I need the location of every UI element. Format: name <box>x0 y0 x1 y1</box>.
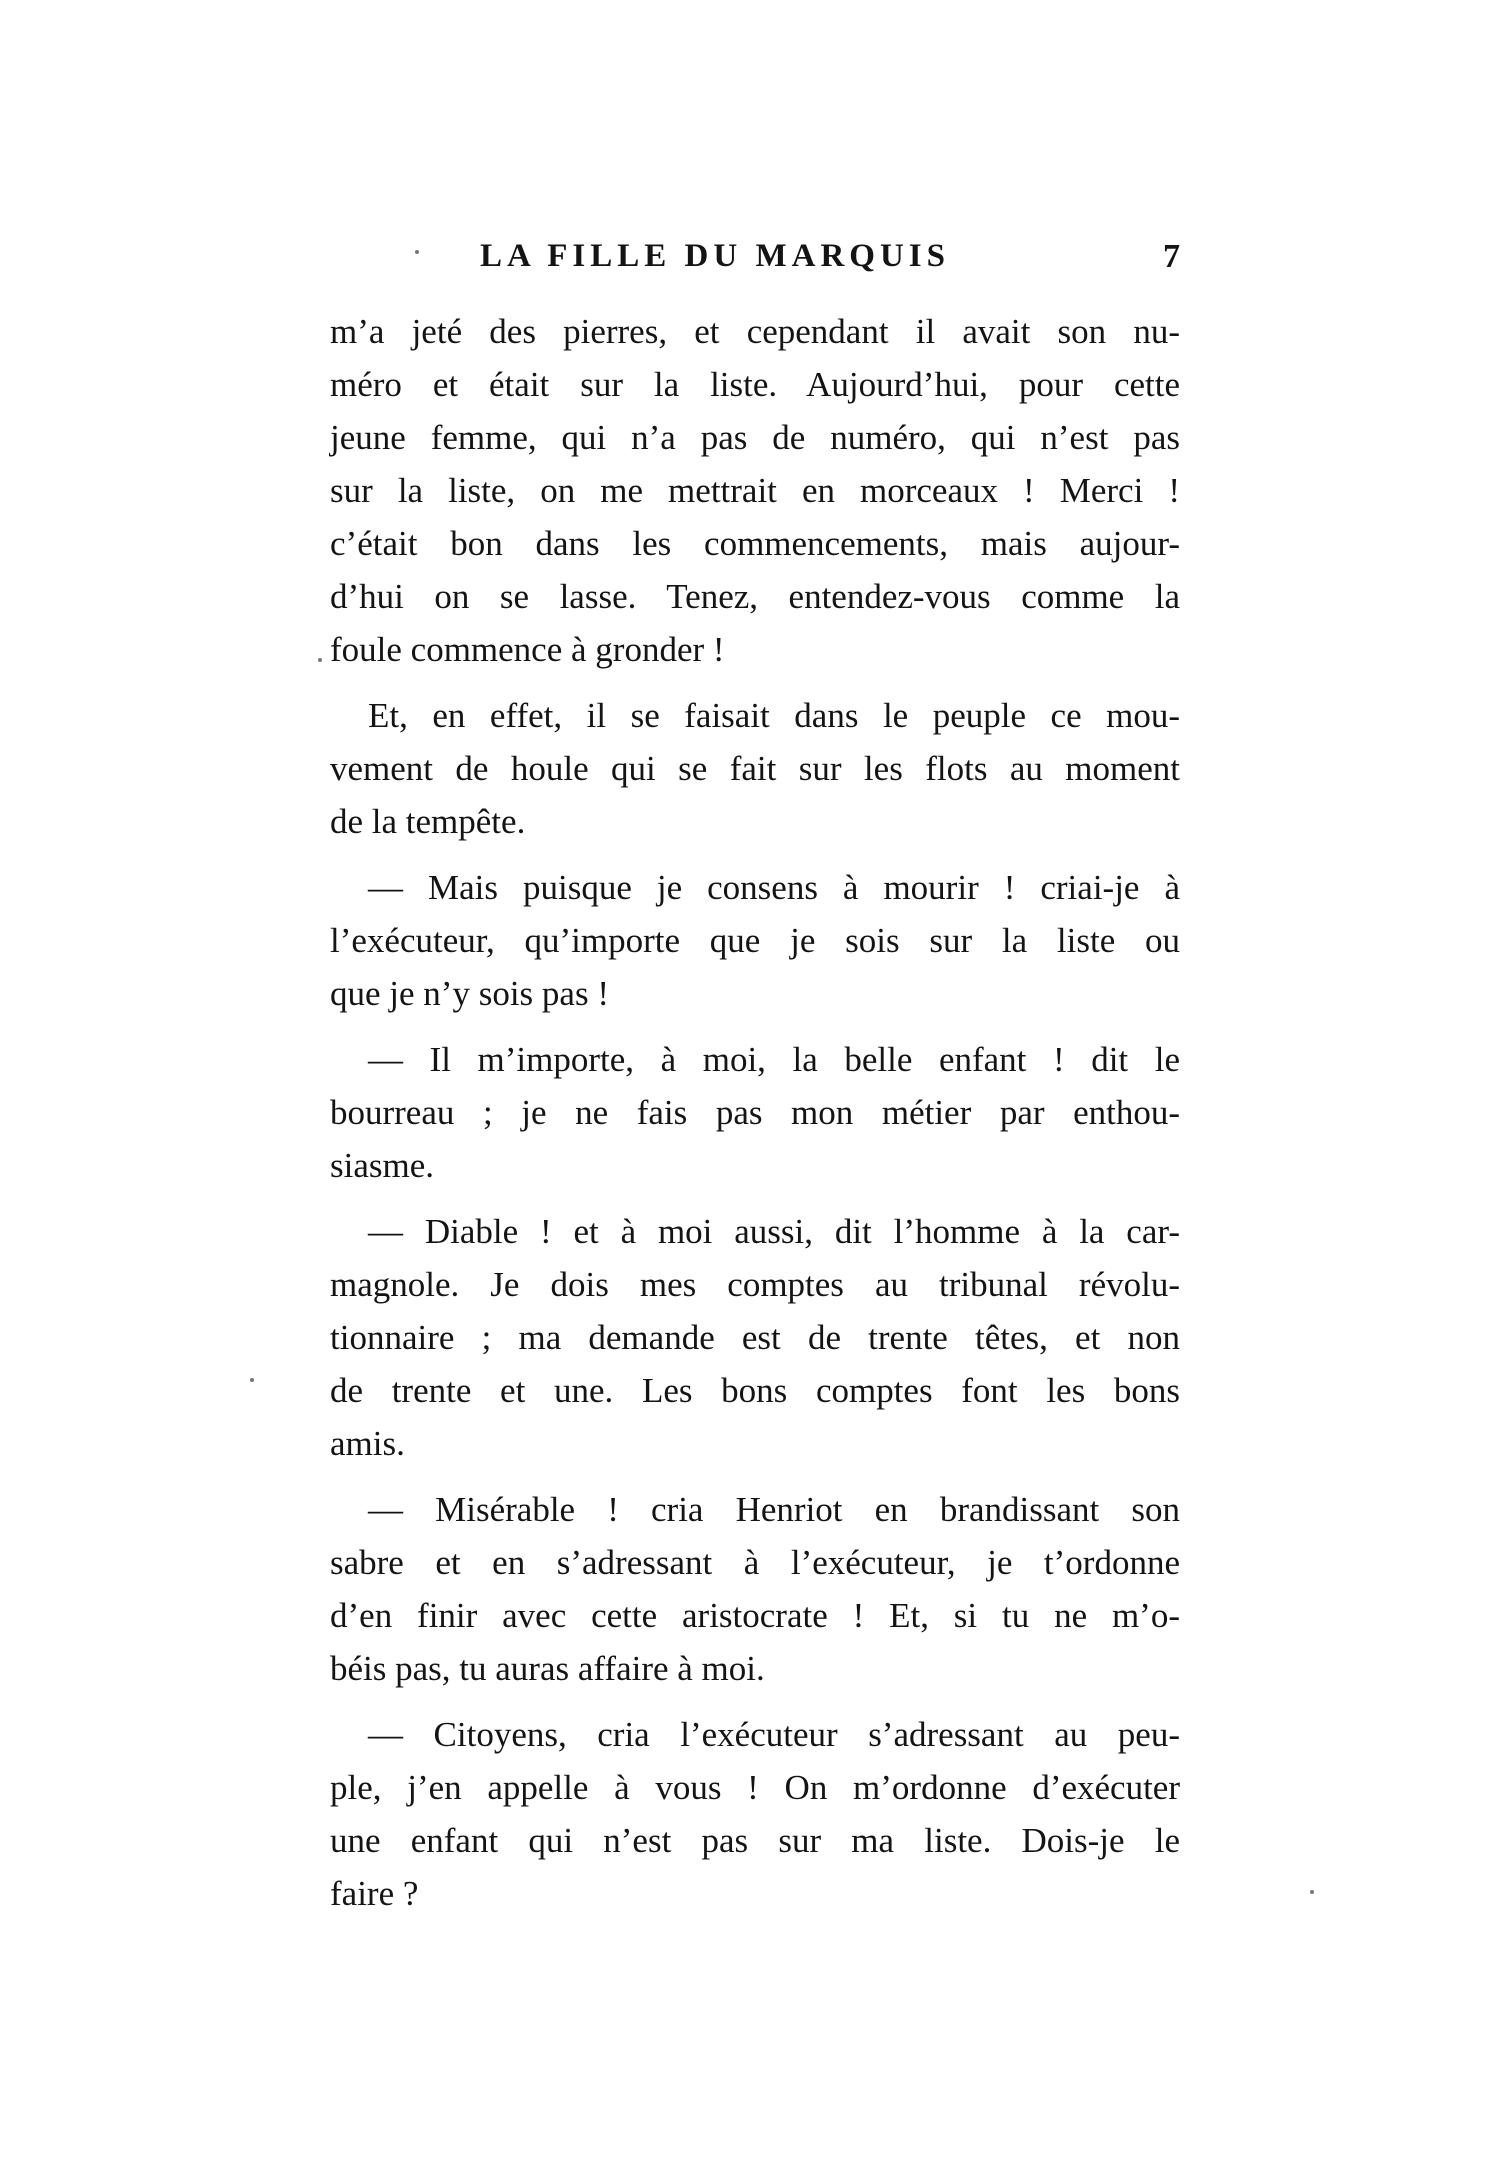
text-line: faire ? <box>330 1874 419 1913</box>
text-line: amis. <box>330 1424 405 1463</box>
scan-speck <box>250 1378 254 1382</box>
page-header <box>330 238 1180 286</box>
text-line: — Misérable ! cria Henriot en brandissant son <box>368 1490 1180 1529</box>
text-line: d’en finir avec cette aristocrate ! Et, si tu ne m’o- <box>330 1596 1180 1635</box>
text-line: m’a jeté des pierres, et cependant il avait son nu- <box>330 312 1180 351</box>
text-line: — Il m’importe, à moi, la belle enfant ! dit le <box>368 1040 1180 1079</box>
text-line: — Citoyens, cria l’exécuteur s’adressant au peu- <box>368 1715 1180 1754</box>
text-line: bourreau ; je ne fais pas mon métier par enthou- <box>330 1093 1180 1132</box>
text-line: Et, en effet, il se faisait dans le peuple ce mou- <box>368 696 1180 735</box>
text-line: — Mais puisque je consens à mourir ! criai-je à <box>368 868 1180 907</box>
text-line: une enfant qui n’est pas sur ma liste. Dois-je le <box>330 1821 1180 1860</box>
paragraph <box>330 1205 1180 1470</box>
paragraph <box>330 861 1180 1020</box>
text-line: sur la liste, on me mettrait en morceaux ! Merci ! <box>330 471 1180 510</box>
text-line: ple, j’en appelle à vous ! On m’ordonne d’exécuter <box>330 1768 1180 1807</box>
text-line: que je n’y sois pas ! <box>330 974 609 1013</box>
scan-speck <box>415 250 419 254</box>
running-title: LA FILLE DU MARQUIS <box>480 238 950 274</box>
text-line: jeune femme, qui n’a pas de numéro, qui n’est pas <box>330 418 1180 457</box>
text-line: l’exécuteur, qu’importe que je sois sur la liste ou <box>330 921 1180 960</box>
paragraph <box>330 689 1180 848</box>
text-line: d’hui on se lasse. Tenez, entendez-vous comme la <box>330 577 1180 616</box>
text-line: sabre et en s’adressant à l’exécuteur, je t’ordonne <box>330 1543 1180 1582</box>
paragraph <box>330 1033 1180 1192</box>
text-line: de trente et une. Les bons comptes font les bons <box>330 1371 1180 1410</box>
page-number: 7 <box>1163 238 1180 275</box>
scan-speck <box>1310 1890 1314 1894</box>
text-line: — Diable ! et à moi aussi, dit l’homme à la car- <box>368 1212 1180 1251</box>
text-line: de la tempête. <box>330 802 526 841</box>
text-line: foule commence à gronder ! <box>330 630 725 669</box>
scan-speck <box>318 658 322 662</box>
text-line: magnole. Je dois mes comptes au tribunal révolu- <box>330 1265 1180 1304</box>
paragraph <box>330 1483 1180 1695</box>
text-line: c’était bon dans les commencements, mais aujour- <box>330 524 1180 563</box>
paragraph <box>330 305 1180 676</box>
text-line: tionnaire ; ma demande est de trente têtes, et non <box>330 1318 1180 1357</box>
text-line: béis pas, tu auras affaire à moi. <box>330 1649 765 1688</box>
paragraph <box>330 1708 1180 1920</box>
text-line: vement de houle qui se fait sur les flots au moment <box>330 749 1180 788</box>
text-line: méro et était sur la liste. Aujourd’hui, pour cette <box>330 365 1180 404</box>
text-line: siasme. <box>330 1146 435 1185</box>
body-text <box>330 305 1180 1933</box>
